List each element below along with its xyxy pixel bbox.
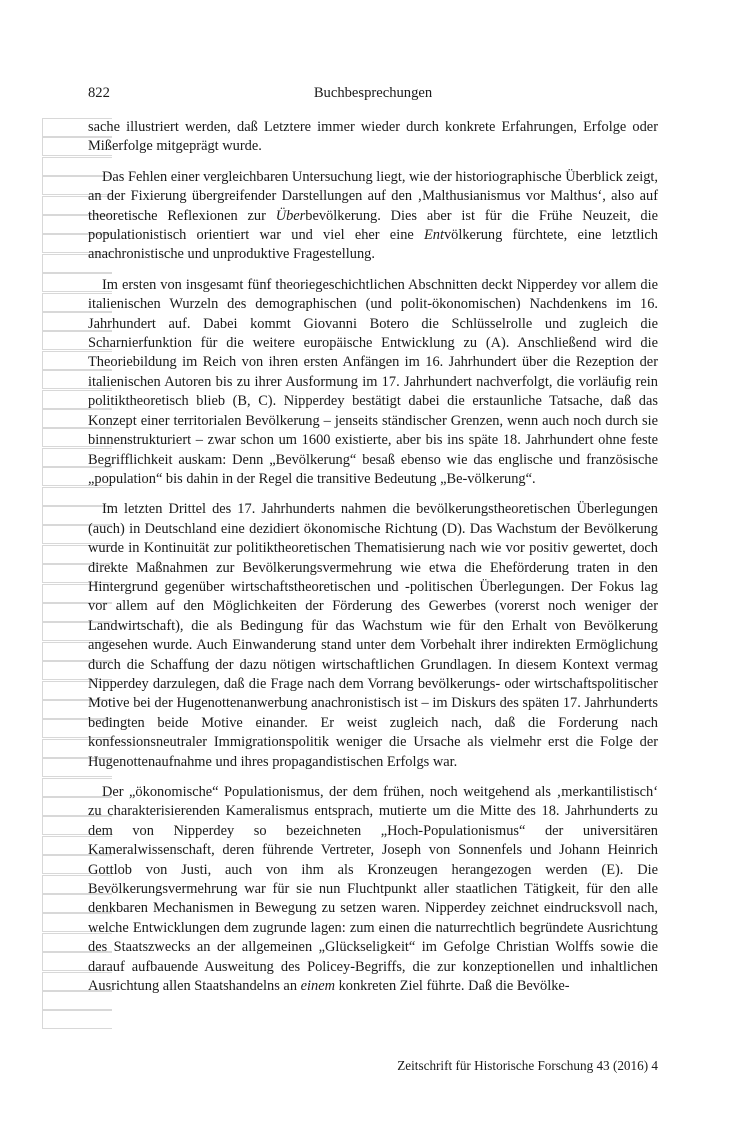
paragraph-1: sache illustriert werden, daß Letztere immer wieder durch konkrete Erfahrungen, Erfolge oder Mißerfolge mitgeprägt wurde.: [88, 119, 658, 155]
page-number: 822: [88, 85, 110, 101]
journal-footer: Zeitschrift für Historische Forschung 43 (2016) 4: [397, 1058, 658, 1073]
paragraph-2-emphasis-1: Über: [275, 207, 306, 224]
paragraph-2-emphasis-2: Ent: [423, 227, 444, 244]
running-title: Buchbesprechungen: [313, 85, 433, 101]
paragraph-5: [88, 783, 658, 996]
paragraph-4: Im letzten Drittel des 17. Jahrhunderts nahmen die bevölkerungstheoretischen Überlegungen (auch) in Deutschland eine dezidiert ökonomische Richtung (D). Das Wachstum der Bevölkerung wurde in Kontinuität zur politiktheoretischen Thematisierung nach wie vor positiv gewertet, doch direkte Maßnahmen zur Bevölkerungsvermehrung wie etwa die Eheförderung traten in den Hintergrund gegenüber wirtschaftstheoretischen und -politischen Überlegungen. Der Fokus lag vor allem auf den Möglichkeiten der Förderung des Gewerbes (vorerst noch weniger der Landwirtschaft), die als Bedingung für das Wachstum wie für den Erhalt von Bevölkerung angesehen wurde. Auch Einwanderung stand unter dem Vorbehalt ihrer indirekten Ermöglichung durch die Schaffung der dazu nötigen wirtschaftlichen Grundlagen. In diesem Kontext vermag Nipperdey darzulegen, daß die Frage nach dem Vorrang bevölkerungs- oder wirtschaftspolitischer Motive bei der Hugenottenanwerbung anachronistisch ist – im Diskurs des späten 17. Jahrhunderts bedingten beide Motive einander. Er weist zugleich nach, daß die Forderung nach konfessionsneutraler Immigrationspolitik weniger die Ursache als vielmehr erst die Folge der Hugenottenaufnahme und ihres propagandistischen Erfolgs war.: [88, 501, 658, 770]
review-body: [88, 118, 658, 1007]
paragraph-2-part-3: bevölkerung. Dies aber ist für die Frühe Neuzeit, die populationistisch orientiert war und viel eher eine: [88, 207, 658, 244]
paragraph-5-emphasis-1: einem: [300, 978, 335, 995]
paragraph-2: [88, 168, 658, 265]
margin-line-box: [42, 1010, 112, 1029]
paragraph-5-part-3: konkreten Ziel führte. Daß die Bevölke-: [335, 978, 570, 995]
paragraph-2-part-5: völkerung fürchtete, eine letztlich anachronistische und unproduktive Fragestellung.: [88, 227, 658, 263]
paragraph-2-part-1: Das Fehlen einer vergleichbaren Untersuchung liegt, wie der historiographische Überblick zeigt, an der Fixierung übergreifender Darstellungen auf den ‚Malthusianismus vor Malthus‘, also auf theoretische Reflexionen zur: [88, 168, 658, 224]
paragraph-5-part-1: Der „ökonomische“ Populationismus, der dem frühen, noch weitgehend als ‚merkantilistisch‘ zu charakterisierenden Kameralismus entsprach, mutierte um die Mitte des 18. Jahrhunderts zu dem von Nipperdey so bezeichneten „Hoch-Populationismus“ der universitären Kameralwissenschaft, deren führende Vertreter, Joseph von Sonnenfels und Johann Heinrich Gottlob von Justi, auch von ihm als Kronzeugen herangezogen werden (E). Die Bevölkerungsvermehrung war für sie nun Fluchtpunkt aller staatlichen Tätigkeit, für den alle denkbaren Mechanismen in Bewegung zu setzen waren. Nipperdey zeichnet eindrucksvoll nach, welche Entwicklungen dem zugrunde lagen: zum einen die naturrechtlich begründete Ausrichtung des Staatszwecks an der allgemeinen „Glückseligkeit“ im Gefolge Christian Wolffs sowie die darauf aufbauende Ausweitung des Policey-Begriffs, die zur konzeptionellen und inhaltlichen Ausrichtung allen Staatshandelns an: [88, 784, 658, 995]
paragraph-3: Im ersten von insgesamt fünf theoriegeschichtlichen Abschnitten deckt Nipperdey vor allem die italienischen Wurzeln des demographischen (und polit-ökonomischen) Nachdenkens im 16. Jahrhundert auf. Dabei kommt Giovanni Botero die Schlüsselrolle und zugleich die Scharnierfunktion für die weitere europäische Entwicklung zu (A). Anschließend wird die Theoriebildung im Reich von ihren ersten Anfängen im 16. Jahrhundert über die Rezeption der italienischen Autoren bis zu ihrer Ausformung im 17. Jahrhundert nachverfolgt, die vorläufig rein politiktheoretisch blieb (B, C). Nipperdey bestätigt dabei die erstaunliche Tatsache, daß das Konzept einer territorialen Bevölkerung – jenseits ständischer Grenzen, wenn auch noch durch sie binnenstrukturiert – zwar schon um 1600 existierte, aber bis ins späte 18. Jahrhundert ohne feste Begrifflichkeit auskam: Denn „Bevölkerung“ besaß ebenso wie das englische und französische „population“ bis dahin in der Regel die transitive Bedeutung „Be-völkerung“.: [88, 276, 658, 487]
running-header: [88, 82, 658, 104]
